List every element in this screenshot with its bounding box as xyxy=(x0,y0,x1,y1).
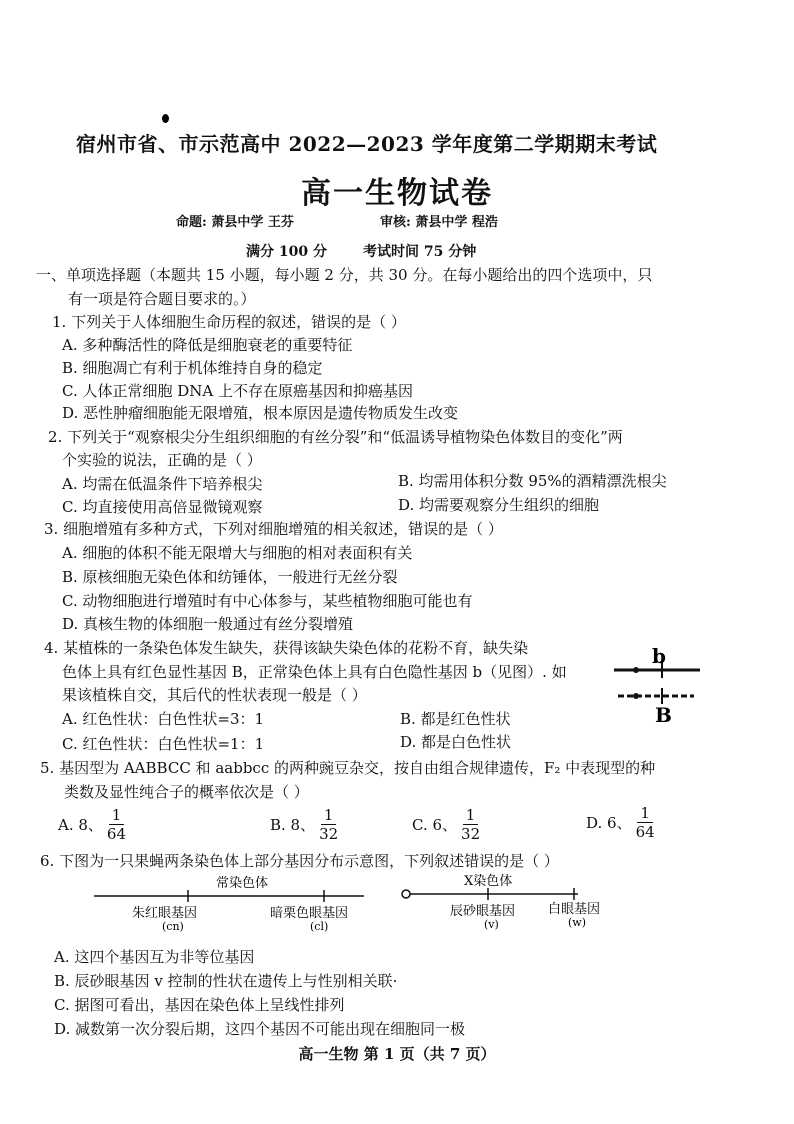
gene-b-label: b xyxy=(652,644,666,668)
gene-w-symbol: (w) xyxy=(568,916,586,929)
q3-option-a: A. 细胞的体积不能无限增大与细胞的相对表面积有关 xyxy=(62,544,413,562)
q5-option-b xyxy=(270,806,338,843)
q5-option-b-prefix: B. 8、 xyxy=(270,816,316,834)
q5-option-a-denominator: 64 xyxy=(106,825,127,843)
q4-stem-cont2: 果该植株自交，其后代的性状表现一般是（ ） xyxy=(62,686,367,704)
q5-option-b-denominator: 32 xyxy=(319,825,339,843)
q2-option-c: C. 均直接使用高倍显微镜观察 xyxy=(62,498,263,516)
q2-option-a: A. 均需在低温条件下培养根尖 xyxy=(62,475,263,493)
q4-option-c: C. 红色性状：白色性状=1：1 xyxy=(62,735,265,753)
q5-stem: 5. 基因型为 AABBCC 和 aabbcc 的两种豌豆杂交，按自由组合规律遗传，F₂ 中表现型的种 xyxy=(40,759,656,777)
q3-option-d: D. 真核生物的体细胞一般通过有丝分裂增殖 xyxy=(62,615,354,633)
q5-option-d-prefix: D. 6、 xyxy=(586,814,632,832)
q5-option-a-prefix: A. 8、 xyxy=(58,816,103,834)
q1-option-b: B. 细胞凋亡有利于机体维持自身的稳定 xyxy=(62,359,323,377)
section-heading: 一、单项选择题（本题共 15 小题，每小题 2 分，共 30 分。在每小题给出的四个选项中，只 xyxy=(36,266,653,284)
q1-option-a: A. 多种酶活性的降低是细胞衰老的重要特征 xyxy=(62,336,353,354)
exam-time: 考试时间 75 分钟 xyxy=(363,244,477,260)
fruitfly-chromosome-figure xyxy=(80,870,640,932)
exam-title: 宿州市省、市示范高中 2022—2023 学年度第二学期期末考试 xyxy=(76,132,658,156)
paper-title: 高一生物试卷 xyxy=(301,176,493,211)
gene-v-label: 辰砂眼基因 xyxy=(450,904,516,919)
q5-option-c xyxy=(412,806,480,843)
q4-stem-cont1: 色体上具有红色显性基因 B，正常染色体上具有白色隐性基因 b（见图）. 如 xyxy=(62,663,567,681)
q3-option-c: C. 动物细胞进行增殖时有中心体参与，某些植物细胞可能也有 xyxy=(62,592,473,610)
x-chromosome-label: X染色体 xyxy=(464,874,513,889)
q5-option-b-numerator: 1 xyxy=(321,806,337,825)
q5-option-a-fraction xyxy=(107,806,126,843)
author-line: 命题: 萧县中学 王芬 xyxy=(176,215,294,230)
reviewer-line: 审核: 萧县中学 程浩 xyxy=(380,215,498,230)
gene-cn-symbol: (cn) xyxy=(162,920,184,932)
q5-option-b-fraction xyxy=(319,806,338,843)
q6-option-a: A. 这四个基因互为非等位基因 xyxy=(54,948,255,966)
q2-option-d: D. 均需要观察分生组织的细胞 xyxy=(398,496,600,514)
q5-option-a xyxy=(58,806,126,843)
q2-stem-cont: 个实验的说法，正确的是（ ） xyxy=(62,451,262,469)
q6-option-c: C. 据图可看出，基因在染色体上呈线性排列 xyxy=(54,996,345,1014)
q2-option-b: B. 均需用体积分数 95%的酒精漂洗根尖 xyxy=(398,472,667,490)
centromere-normal xyxy=(633,667,639,673)
q5-option-c-prefix: C. 6、 xyxy=(412,816,458,834)
q5-option-d xyxy=(586,804,655,841)
q4-option-b: B. 都是红色性状 xyxy=(400,710,511,728)
q1-stem: 1. 下列关于人体细胞生命历程的叙述，错误的是（ ） xyxy=(52,313,406,331)
q4-option-a: A. 红色性状：白色性状=3：1 xyxy=(62,710,265,728)
gene-v-symbol: (v) xyxy=(484,918,499,931)
q5-stem-cont: 类数及显性纯合子的概率依次是（ ） xyxy=(64,783,309,801)
gene-w-label: 白眼基因 xyxy=(548,902,601,917)
q4-stem: 4. 某植株的一条染色体发生缺失，获得该缺失染色体的花粉不育，缺失染 xyxy=(44,639,529,657)
full-score: 满分 100 分 xyxy=(246,244,327,260)
q5-option-d-numerator: 1 xyxy=(637,804,653,823)
q3-stem: 3. 细胞增殖有多种方式，下列对细胞增殖的相关叙述，错误的是（ ） xyxy=(44,520,503,538)
q2-stem: 2. 下列关于“观察根尖分生组织细胞的有丝分裂”和“低温诱导植物染色体数目的变化”两 xyxy=(48,428,623,446)
q5-option-c-fraction xyxy=(461,806,480,843)
chromosome-figure xyxy=(608,644,708,726)
q1-option-c: C. 人体正常细胞 DNA 上不存在原癌基因和抑癌基因 xyxy=(62,382,414,400)
gene-cl-symbol: (cl) xyxy=(310,920,329,932)
q3-option-b: B. 原核细胞无染色体和纺锤体，一般进行无丝分裂 xyxy=(62,568,398,586)
x-centromere xyxy=(402,890,410,898)
q5-option-d-fraction xyxy=(636,804,655,841)
q5-option-c-numerator: 1 xyxy=(463,806,479,825)
gene-B-label: B xyxy=(655,703,672,726)
q5-option-d-denominator: 64 xyxy=(635,823,655,841)
q6-option-b: B. 辰砂眼基因 v 控制的性状在遗传上与性别相关联· xyxy=(54,972,398,990)
q6-stem: 6. 下图为一只果蝇两条染色体上部分基因分布示意图，下列叙述错误的是（ ） xyxy=(40,852,559,870)
q5-option-a-numerator: 1 xyxy=(109,806,125,825)
page-footer: 高一生物 第 1 页（共 7 页） xyxy=(298,1045,496,1063)
section-heading-cont: 有一项是符合题目要求的。） xyxy=(68,290,256,308)
gene-cl-label: 暗栗色眼基因 xyxy=(270,906,349,921)
q5-option-c-denominator: 32 xyxy=(461,825,481,843)
ink-dot xyxy=(162,114,169,123)
q4-option-d: D. 都是白色性状 xyxy=(400,733,512,751)
q6-option-d: D. 减数第一次分裂后期，这四个基因不可能出现在细胞同一极 xyxy=(54,1020,466,1038)
gene-cn-label: 朱红眼基因 xyxy=(132,906,198,921)
q1-option-d: D. 恶性肿瘤细胞能无限增殖，根本原因是遗传物质发生改变 xyxy=(62,404,459,422)
autosome-label: 常染色体 xyxy=(216,876,269,891)
centromere-deleted xyxy=(633,693,639,699)
